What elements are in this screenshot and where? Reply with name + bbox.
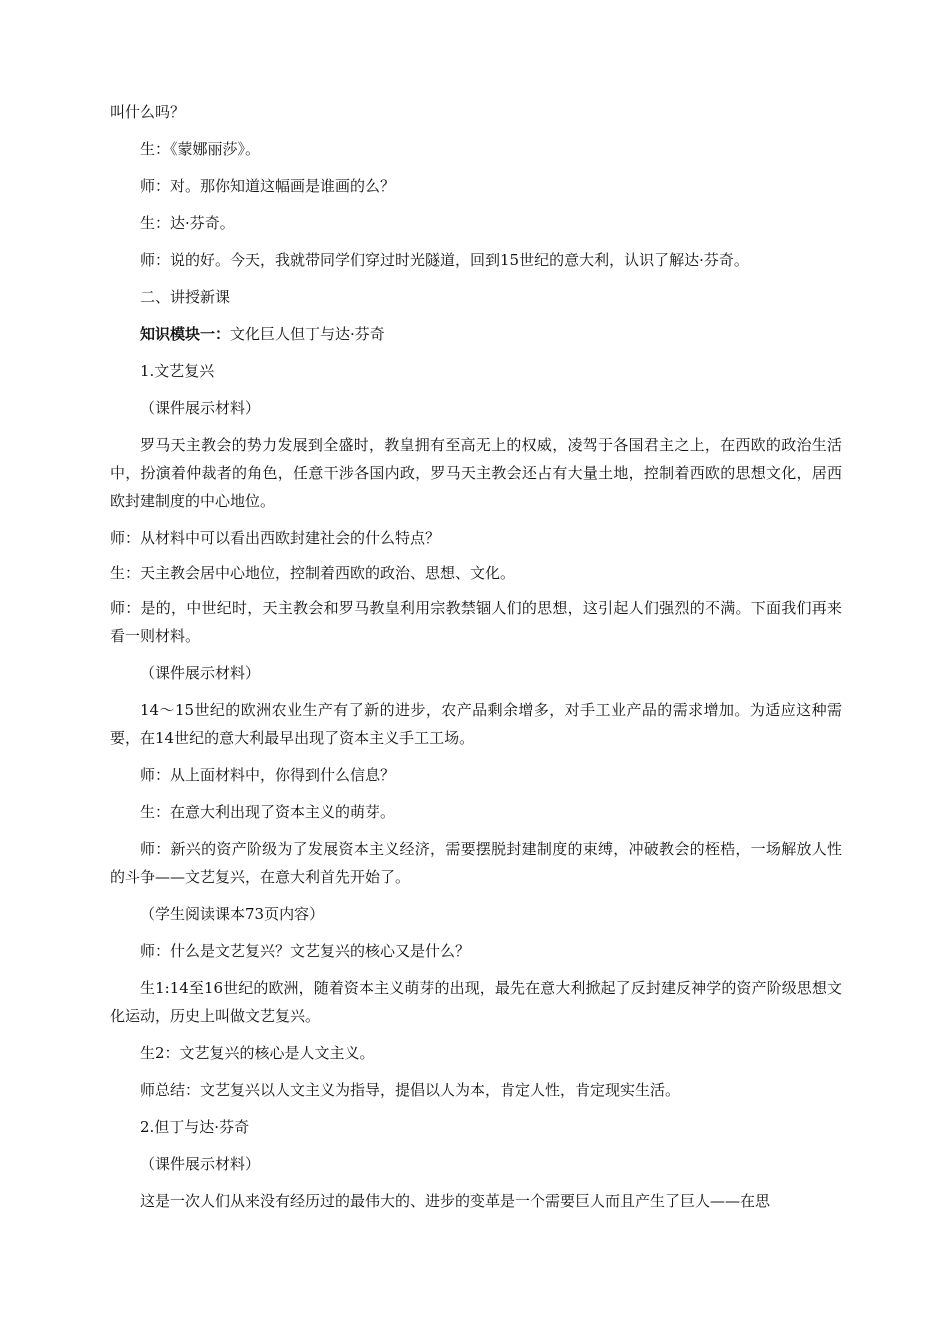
module-title: 文化巨人但丁与达·芬奇 xyxy=(230,325,385,343)
material-note: （课件展示材料） xyxy=(140,664,261,682)
paragraph: 生：天主教会居中心地位，控制着西欧的政治、思想、文化。 xyxy=(110,564,516,582)
paragraph: 生：《蒙娜丽莎》。 xyxy=(140,140,261,158)
paragraph: 师总结：文艺复兴以人文主义为指导，提倡以人为本，肯定人性，肯定现实生活。 xyxy=(140,1081,681,1099)
paragraph: 生：达·芬奇。 xyxy=(140,214,235,232)
paragraph: 师：说的好。今天，我就带同学们穿过时光隧道，回到15世纪的意大利，认识了解达·芬奇。 xyxy=(140,251,749,269)
paragraph: 师：从上面材料中，你得到什么信息？ xyxy=(140,766,396,784)
material-paragraph: 罗马天主教会的势力发展到全盛时，教皇拥有至高无上的权威，凌驾于各国君主之上，在西欧的政治生活中，扮演着仲裁者的角色，任意干涉各国内政，罗马天主教会还占有大量土地，控制着西欧的思想文化，居西欧封建制度的中心地位。 xyxy=(110,436,842,510)
subsection-heading: 1.文艺复兴 xyxy=(140,362,215,380)
paragraph: 师：从材料中可以看出西欧封建社会的什么特点？ xyxy=(110,529,441,547)
paragraph: 生1:14至16世纪的欧洲，随着资本主义萌芽的出现，最先在意大利掀起了反封建反神学的资产阶级思想文化运动，历史上叫做文艺复兴。 xyxy=(110,979,842,1025)
document-body xyxy=(110,98,842,1224)
paragraph: 师：什么是文艺复兴？文艺复兴的核心又是什么？ xyxy=(140,942,471,960)
paragraph: 叫什么吗？ xyxy=(110,103,186,121)
material-paragraph: 这是一次人们从来没有经历过的最伟大的、进步的变革是一个需要巨人而且产生了巨人——在思 xyxy=(140,1192,771,1210)
module-label: 知识模块一： xyxy=(140,325,231,343)
paragraph: 师：新兴的资产阶级为了发展资本主义经济，需要摆脱封建制度的束缚，冲破教会的桎梏，一场解放人性的斗争——文艺复兴，在意大利首先开始了。 xyxy=(110,840,842,886)
paragraph: 师：是的，中世纪时，天主教会和罗马教皇利用宗教禁锢人们的思想，这引起人们强烈的不满。下面我们再来看一则材料。 xyxy=(110,599,842,645)
reading-note: （学生阅读课本73页内容） xyxy=(140,905,325,923)
paragraph: 生：在意大利出现了资本主义的萌芽。 xyxy=(140,803,396,821)
module-heading xyxy=(110,320,842,348)
material-note: （课件展示材料） xyxy=(140,1155,261,1173)
section-heading: 二、讲授新课 xyxy=(140,288,231,306)
material-note: （课件展示材料） xyxy=(140,399,261,417)
paragraph: 师：对。那你知道这幅画是谁画的么？ xyxy=(140,177,396,195)
material-paragraph: 14～15世纪的欧洲农业生产有了新的进步，农产品剩余增多，对手工业产品的需求增加。为适应这种需要，在14世纪的意大利最早出现了资本主义手工工场。 xyxy=(110,701,842,747)
paragraph: 生2：文艺复兴的核心是人文主义。 xyxy=(140,1044,375,1062)
subsection-heading: 2.但丁与达·芬奇 xyxy=(140,1118,250,1136)
